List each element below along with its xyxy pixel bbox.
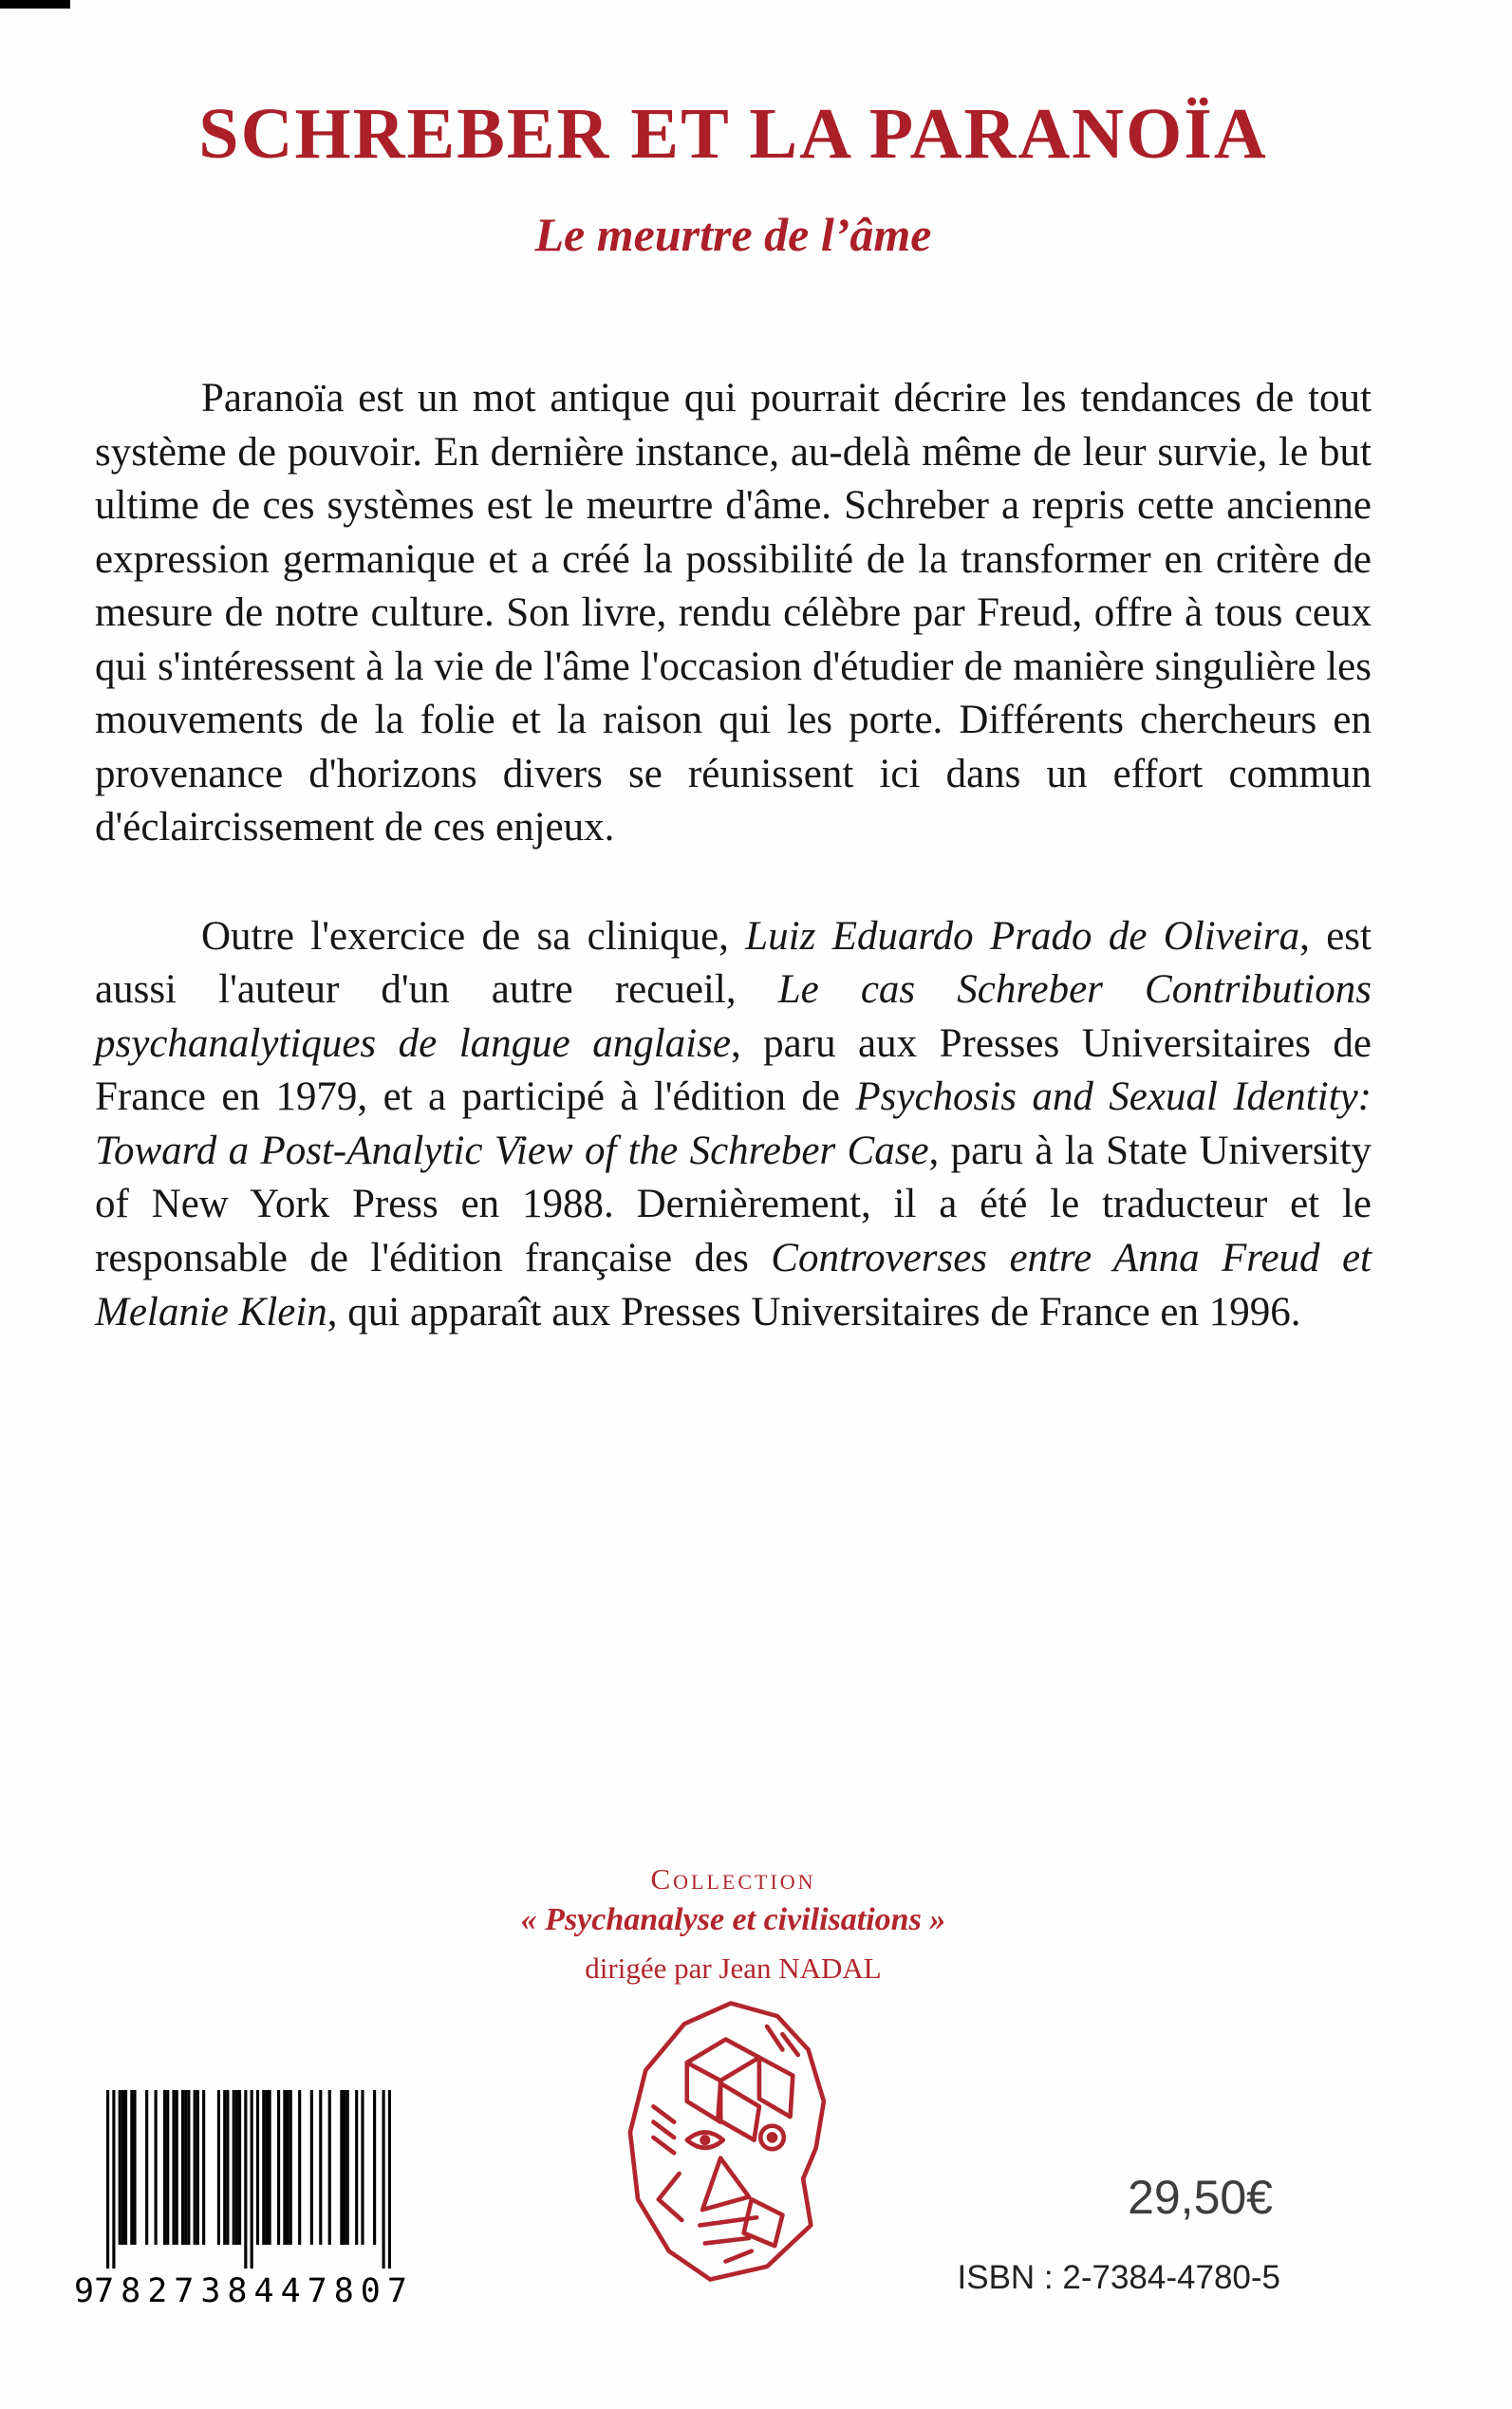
text-run: , est aussi l'auteur d'un autre recueil, — [95, 913, 1372, 1013]
collection-director: dirigée par Jean NADAL — [585, 1951, 882, 1985]
body-text — [95, 372, 1372, 1339]
italic-run: Psychosis and Sexual Identity: Toward a Post-Analytic View of the Schreber Case — [95, 1074, 1372, 1173]
barcode-digit-group: 9 — [74, 2272, 95, 2310]
barcode-bars — [106, 2090, 391, 2269]
collection-block — [95, 1862, 1372, 1986]
barcode — [74, 2090, 414, 2310]
page-subtitle: Le meurtre de l’âme — [534, 208, 932, 261]
body-paragraph-1: Paranoïa est un mot antique qui pourrait décrire les tendances de tout système de pouvoir. En dernière instance, au-delà même de leur survie, le but ultime de ces systèmes est le meurtre d'âme. Schreber a repris cette ancienne expression germanique et a créé la possibilité de la transformer en critère de mesure de notre culture. Son livre, rendu célèbre par Freud, offre à tous ceux qui s'intéressent à la vie de l'âme l'occasion d'étudier de manière singulière les mouvements de la folie et la raison qui les porte. Différents chercheurs en provenance d'horizons divers se réunissent ici dans un effort commun d'éclaircissement de ces enjeux. — [95, 376, 1372, 850]
isbn: ISBN : 2-7384-4780-5 — [957, 2259, 1280, 2296]
italic-run: Luiz Eduardo Prado de Oliveira — [745, 913, 1300, 959]
text-run: , paru à la State University of New York Press en 1988. Dernièrement, il a été le traducteur et le responsable de l'édition française des — [95, 1128, 1372, 1280]
collection-name: « Psychanalyse et civilisations » — [520, 1902, 946, 1937]
collection-label: Collection — [650, 1862, 816, 1895]
italic-run: Le cas Schreber Contributions psychanalytiques de langue anglaise — [95, 967, 1372, 1066]
text-run: , qui apparaît aux Presses Universitaires de France en 1996. — [327, 1289, 1301, 1335]
italic-run: Controverses entre Anna Freud et Melanie Klein — [95, 1235, 1372, 1335]
text-run: Outre l'exercice de sa clinique, — [201, 913, 746, 959]
scan-artifact — [0, 0, 70, 9]
collection-logo — [602, 1991, 860, 2291]
barcode-digit-group: 782738 — [94, 2272, 254, 2310]
page-title: SCHREBER ET LA PARANOÏA — [198, 94, 1268, 174]
text-run: , paru aux Presses Universitaires de France en 1979, et a participé à l'édition de — [95, 1020, 1372, 1120]
body-paragraph-2 — [95, 910, 1372, 1339]
barcode-digit-group: 447807 — [253, 2272, 414, 2310]
price: 29,50€ — [1128, 2171, 1273, 2224]
barcode-digits — [74, 2272, 414, 2310]
